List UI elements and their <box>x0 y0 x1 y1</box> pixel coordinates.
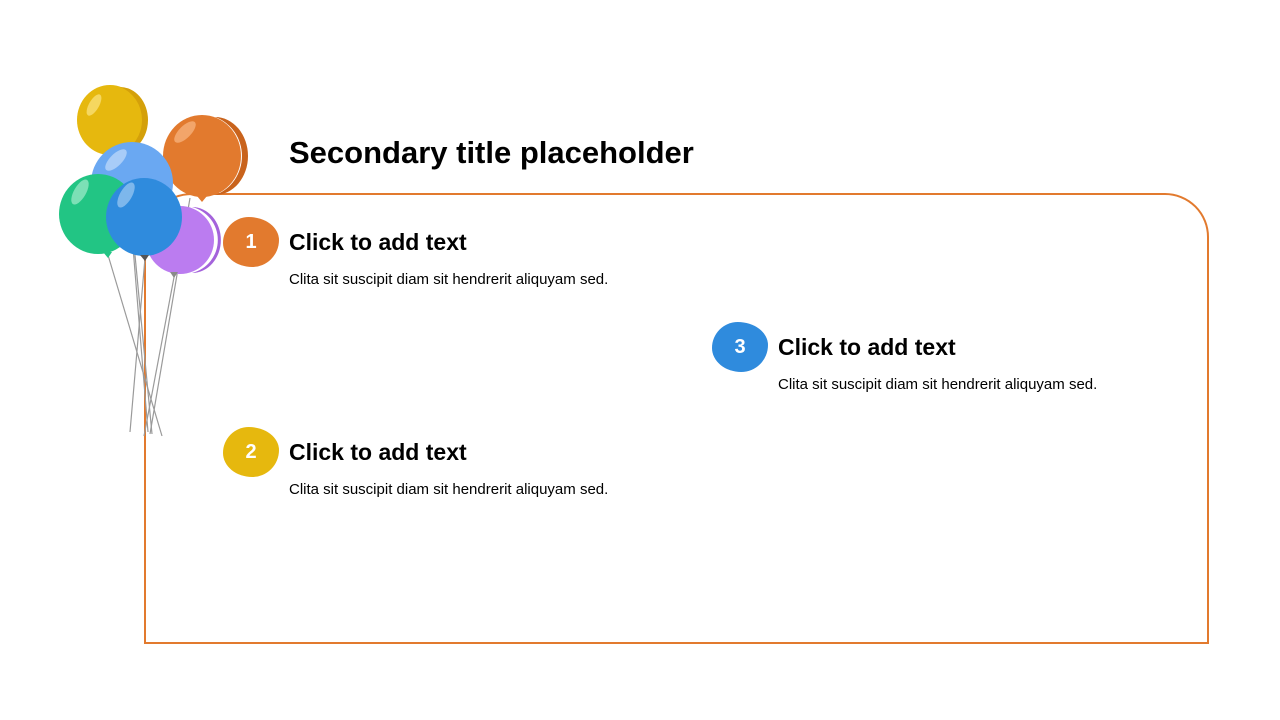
item-title[interactable]: Click to add text <box>289 229 467 255</box>
badge-number: 1 <box>245 230 257 253</box>
badge-number: 3 <box>734 335 746 358</box>
number-badge <box>223 217 279 267</box>
number-badge <box>223 427 279 477</box>
item-title[interactable]: Click to add text <box>289 439 467 465</box>
page-title[interactable]: Secondary title placeholder <box>289 135 694 170</box>
content-frame <box>144 193 1209 644</box>
number-badge <box>712 322 768 372</box>
badge-number: 2 <box>245 440 257 463</box>
item-description[interactable]: Clita sit suscipit diam sit hendrerit aliquyam sed. <box>289 271 609 288</box>
balloon-orange <box>163 115 248 202</box>
item-description[interactable]: Clita sit suscipit diam sit hendrerit aliquyam sed. <box>778 376 1098 393</box>
balloons-illustration <box>50 80 250 450</box>
item-title[interactable]: Click to add text <box>778 334 956 360</box>
item-description[interactable]: Clita sit suscipit diam sit hendrerit aliquyam sed. <box>289 481 609 498</box>
